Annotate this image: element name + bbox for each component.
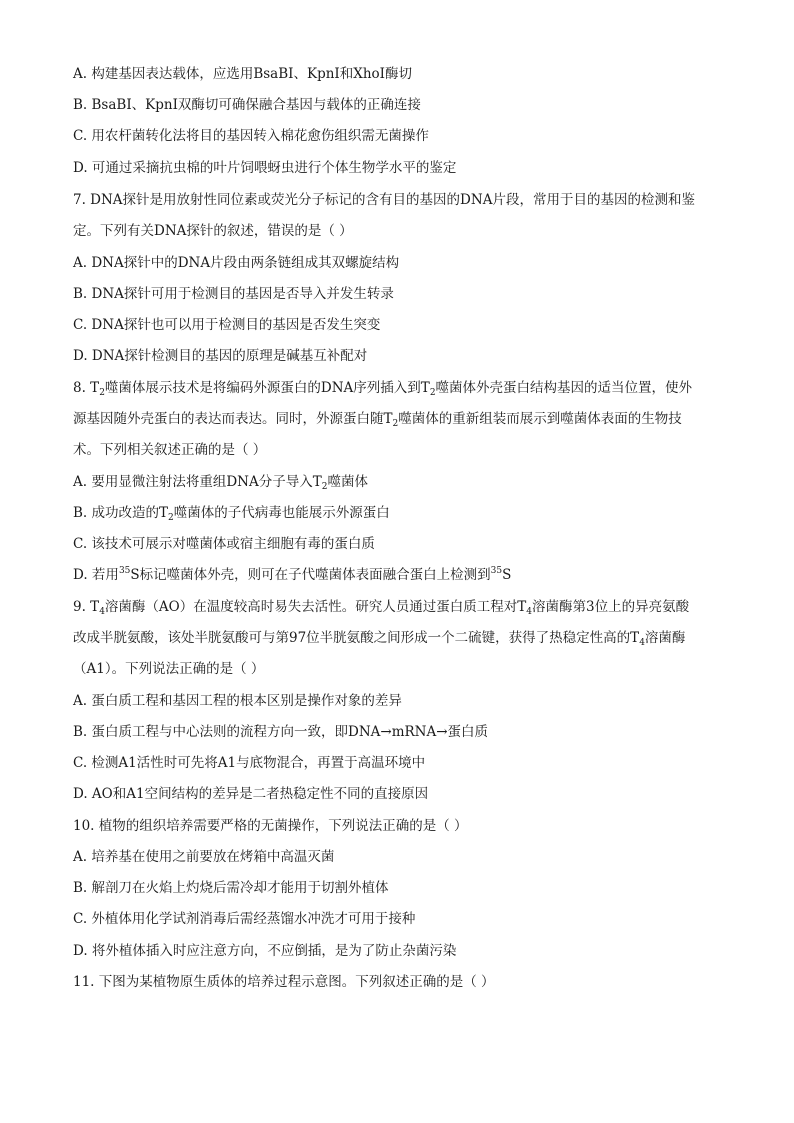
text-line bbox=[73, 191, 733, 209]
supscript-text: 35 bbox=[490, 566, 503, 576]
text-line bbox=[73, 65, 733, 83]
subscript-text: 2 bbox=[321, 482, 328, 492]
text-line bbox=[73, 629, 733, 647]
line-text: D. DNA探针检测目的基因的原理是碱基互补配对 bbox=[73, 348, 368, 364]
text-line bbox=[73, 754, 733, 772]
text-line bbox=[73, 285, 733, 303]
line-text: A. DNA探针中的DNA片段由两条链组成其双螺旋结构 bbox=[73, 255, 400, 271]
text-line bbox=[73, 848, 733, 866]
text-line bbox=[73, 127, 733, 145]
line-text: B. DNA探针可用于检测目的基因是否导入并发生转录 bbox=[73, 286, 394, 302]
line-text: B. 成功改造的T bbox=[73, 505, 169, 521]
line-text: 溶菌酶第3位上的异亮氨酸 bbox=[531, 599, 690, 615]
text-line bbox=[73, 598, 733, 616]
line-text: 源基因随外壳蛋白的表达而表达。同时，外源蛋白随T bbox=[73, 411, 393, 427]
line-text: （A1）。下列说法正确的是（ ） bbox=[73, 661, 265, 677]
line-text: C. 该技术可展示对噬菌体或宿主细胞有毒的蛋白质 bbox=[73, 536, 375, 552]
line-prefix: 8. bbox=[73, 380, 91, 396]
text-line bbox=[73, 441, 733, 459]
subscript-text: 4 bbox=[526, 607, 532, 617]
text-line bbox=[73, 159, 733, 177]
text-line bbox=[73, 692, 733, 710]
line-text: C. 用农杆菌转化法将目的基因转入棉花愈伤组织需无菌操作 bbox=[73, 128, 429, 144]
line-text: 溶菌酶 bbox=[644, 630, 686, 646]
text-line bbox=[73, 723, 733, 741]
line-text: 9. T bbox=[73, 599, 100, 615]
line-text: B. 解剖刀在火焰上灼烧后需冷却才能用于切割外植体 bbox=[73, 880, 389, 896]
subscript-text: 2 bbox=[392, 419, 399, 429]
subscript-text: 2 bbox=[429, 388, 436, 398]
line-text: C. 外植体用化学试剂消毒后需经蒸馏水冲洗才可用于接种 bbox=[73, 911, 416, 927]
line-text: 噬菌体的子代病毒也能展示外源蛋白 bbox=[173, 505, 390, 521]
text-line bbox=[73, 222, 733, 240]
subscript-text: 2 bbox=[99, 388, 105, 398]
text-line bbox=[73, 817, 733, 835]
text-line bbox=[73, 473, 733, 491]
text-line bbox=[73, 879, 733, 897]
line-text: C. DNA探针也可以用于检测目的基因是否发生突变 bbox=[73, 317, 381, 333]
line-text: 10. 植物的组织培养需要严格的无菌操作，下列说法正确的是（ ） bbox=[73, 818, 468, 834]
line-text: 溶菌酶（AO）在温度较高时易失去活性。研究人员通过蛋白质工程对T bbox=[104, 599, 527, 615]
line-text: D. 将外植体插入时应注意方向，不应倒插，是为了防止杂菌污染 bbox=[73, 943, 457, 959]
line-text: 噬菌体展示技术是将编码外源蛋白的DNA序列插入到T bbox=[104, 380, 430, 396]
subscript-text: 4 bbox=[639, 638, 645, 648]
line-text: A. 构建基因表达载体，应选用BsaBI、KpnI和XhoI酶切 bbox=[73, 66, 413, 82]
text-line bbox=[73, 785, 733, 803]
line-text: S标记噬菌体外壳，则可在子代噬菌体表面融合蛋白上检测到 bbox=[130, 567, 491, 583]
line-text: S bbox=[502, 567, 512, 583]
line-text: 噬菌体外壳蛋白结构基因的适当位置，使外 bbox=[435, 380, 693, 396]
text-line bbox=[73, 973, 733, 991]
text-line bbox=[73, 504, 733, 522]
line-text: C. 检测A1活性时可先将A1与底物混合，再置于高温环境中 bbox=[73, 755, 426, 771]
text-line bbox=[73, 316, 733, 334]
line-text: 11. 下图为某植物原生质体的培养过程示意图。下列叙述正确的是（ ） bbox=[73, 974, 495, 990]
line-text: 术。下列相关叙述正确的是（ ） bbox=[73, 442, 267, 458]
subscript-text: 4 bbox=[99, 607, 105, 617]
supscript-text: 35 bbox=[118, 566, 131, 576]
line-text: T bbox=[90, 380, 100, 396]
text-line bbox=[73, 96, 733, 114]
text-line bbox=[73, 566, 733, 584]
subscript-text: 2 bbox=[168, 513, 174, 523]
text-line bbox=[73, 254, 733, 272]
line-text: B. BsaBI、KpnI双酶切可确保融合基因与载体的正确连接 bbox=[73, 97, 421, 113]
line-text: D. 若用 bbox=[73, 567, 119, 583]
line-text: A. 蛋白质工程和基因工程的根本区别是操作对象的差异 bbox=[73, 693, 402, 709]
line-text: D. AO和A1空间结构的差异是二者热稳定性不同的直接原因 bbox=[73, 786, 429, 802]
text-line bbox=[73, 942, 733, 960]
line-text: 噬菌体的重新组装而展示到噬菌体表面的生物技 bbox=[398, 411, 682, 427]
line-text: 改成半胱氨酸，该处半胱氨酸可与第97位半胱氨酸之间形成一个二硫键，获得了热稳定性高的T bbox=[73, 630, 640, 646]
text-line bbox=[73, 910, 733, 928]
text-line bbox=[73, 379, 733, 397]
line-text: A. 培养基在使用之前要放在烤箱中高温灭菌 bbox=[73, 849, 335, 865]
line-text: 噬菌体 bbox=[327, 474, 368, 490]
line-text: 7. DNA探针是用放射性同位素或荧光分子标记的含有目的基因的DNA片段，常用于目的基因的检测和鉴 bbox=[73, 192, 695, 208]
text-line bbox=[73, 660, 733, 678]
text-line bbox=[73, 535, 733, 553]
line-text: 定。下列有关DNA探针的叙述，错误的是（ ） bbox=[73, 223, 353, 239]
line-text: B. 蛋白质工程与中心法则的流程方向一致，即DNA→mRNA→蛋白质 bbox=[73, 724, 489, 740]
line-text: A. 要用显微注射法将重组DNA分子导入T bbox=[73, 474, 322, 490]
line-text: D. 可通过采摘抗虫棉的叶片饲喂蚜虫进行个体生物学水平的鉴定 bbox=[73, 160, 457, 176]
text-line bbox=[73, 347, 733, 365]
text-line bbox=[73, 410, 733, 428]
